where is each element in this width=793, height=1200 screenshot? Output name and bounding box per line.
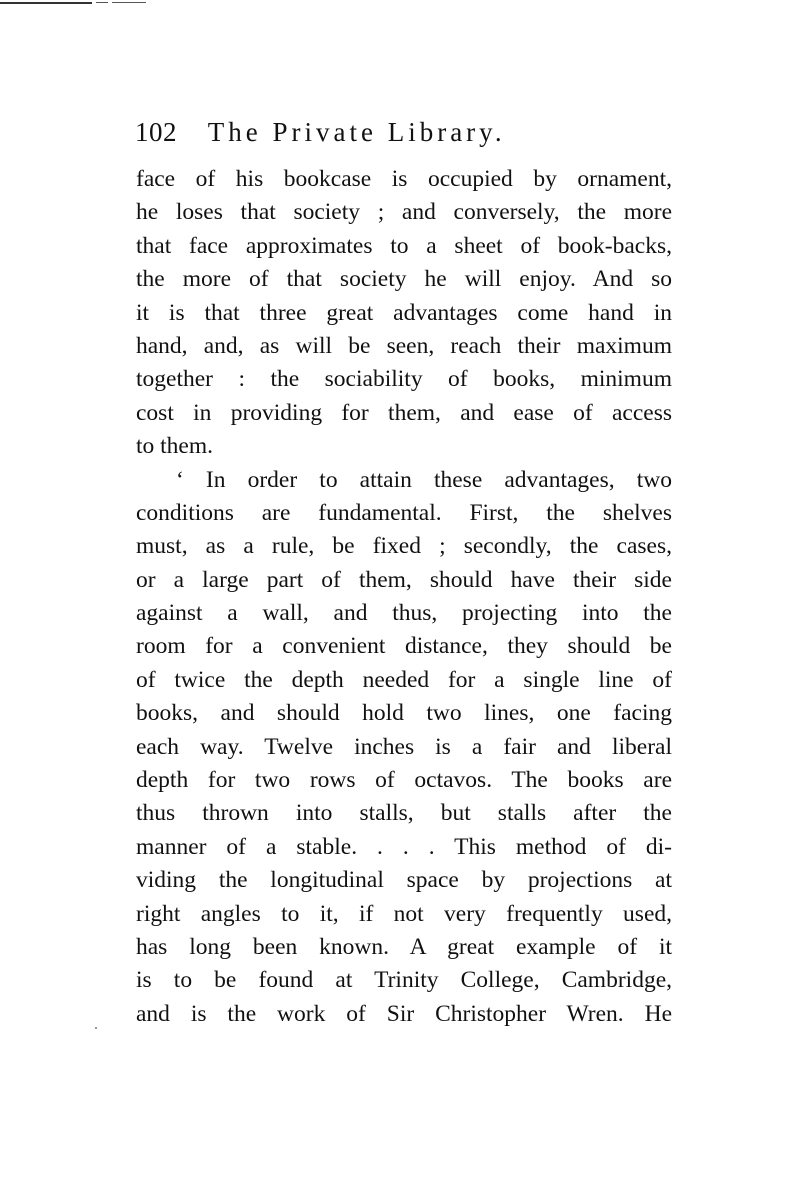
text-line: that face approximates to a sheet of book-backs, <box>136 232 672 259</box>
scan-speck <box>95 1027 97 1029</box>
text-line: it is that three great advantages come hand in <box>136 299 672 326</box>
text-line: viding the longitudinal space by projections at <box>136 867 672 894</box>
text-line: hand, and, as will be seen, reach their maximum <box>136 332 672 359</box>
text-line: is to be found at Trinity College, Cambridge, <box>136 967 672 994</box>
text-line: together : the sociability of books, minimum <box>136 366 672 393</box>
text-line: room for a convenient distance, they should be <box>136 633 672 660</box>
text-line: face of his bookcase is occupied by ornament, <box>136 166 672 192</box>
text-line: books, and should hold two lines, one facing <box>136 700 672 727</box>
paragraph-end-line: to them. <box>136 433 214 460</box>
text-line: depth for two rows of octavos. The books are <box>136 767 672 794</box>
text-line: thus thrown into stalls, but stalls after the <box>136 800 672 827</box>
text-line: manner of a stable. . . . This method of di- <box>136 833 672 860</box>
page-number: 102 <box>135 117 177 147</box>
scan-edge-mark <box>0 0 160 6</box>
text-line: he loses that society ; and conversely, the more <box>136 199 672 226</box>
text-line: has long been known. A great example of it <box>136 933 672 960</box>
text-line: the more of that society he will enjoy. And so <box>136 266 672 293</box>
text-line: and is the work of Sir Christopher Wren. He <box>136 1000 672 1027</box>
text-line: of twice the depth needed for a single line of <box>136 666 672 693</box>
body-text <box>136 163 672 1031</box>
text-line: or a large part of them, should have their side <box>136 566 672 593</box>
text-line: conditions are fundamental. First, the shelves <box>136 499 672 526</box>
text-line: cost in providing for them, and ease of access <box>136 399 672 426</box>
text-line: each way. Twelve inches is a fair and liberal <box>136 733 672 760</box>
text-line: right angles to it, if not very frequently used, <box>136 900 672 927</box>
running-title: The Private Library. <box>207 117 506 147</box>
text-line: must, as a rule, be fixed ; secondly, the cases, <box>136 533 672 560</box>
paragraph-start-line: ‘ In order to attain these advantages, two <box>176 466 672 493</box>
text-line: against a wall, and thus, projecting into the <box>136 600 672 627</box>
running-head <box>135 114 675 150</box>
